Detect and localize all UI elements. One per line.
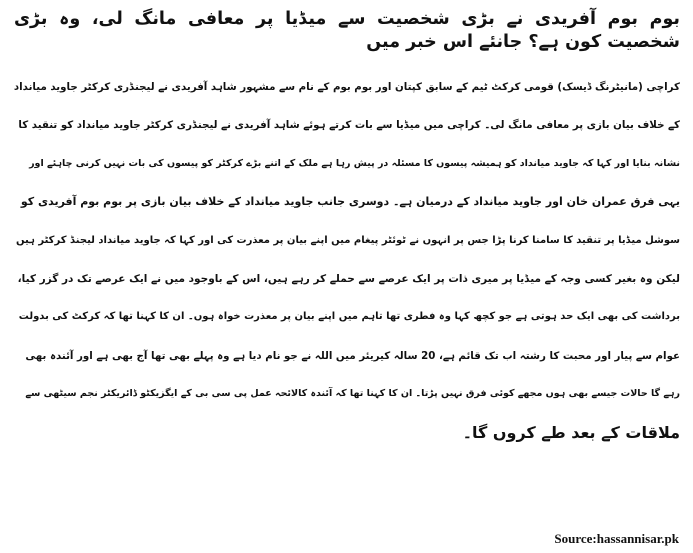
body-line: کراچی (مانیٹرنگ ڈیسک) قومی کرکٹ ٹیم کے سابق کپتان اور بوم بوم کے نام سے مشہور شاہد آفریدی نے لیجنڈری کرکٹر جاوید میانداد xyxy=(14,81,680,93)
body-line: عوام سے پیار اور محبت کا رشتہ اب تک قائم ہے، 20 سالہ کیریئر میں اللہ نے جو نام دیا ہے وہ پہلے بھی تھا آج بھی ہے اور آئندہ بھی xyxy=(25,349,680,362)
article-headline: بوم بوم آفریدی نے بڑی شخصیت سے میڈیا پر معافی مانگ لی، وہ بڑی شخصیت کون ہے؟ جانئے اس خبر میں xyxy=(14,9,680,52)
body-line: نشانہ بنایا اور کہا کہ جاوید میانداد کو ہمیشہ پیسوں کا مسئلہ در پیش رہا ہے ملک کے اتنے بڑے کرکٹر کو پیسوں کی بات نہیں کرنی چاہئے اور xyxy=(29,157,680,169)
source-credit: Source:hassannisar.pk xyxy=(554,531,679,546)
body-line: رہے گا حالات جیسے بھی ہوں مجھے کوئی فرق نہیں پڑتا۔ ان کا کہنا تھا کہ آئندہ کالائحہ عمل پی سی بی کے ایگزیکٹو ڈائریکٹر نجم سیٹھی سے xyxy=(25,388,680,400)
body-line: ملاقات کے بعد طے کروں گا۔ xyxy=(462,422,680,442)
body-line: کے خلاف بیان بازی پر معافی مانگ لی۔ کراچی میں میڈیا سے بات کرتے ہوئے شاہد آفریدی نے لیجنڈری کرکٹر جاوید میانداد کو تنقید کا xyxy=(18,119,680,132)
body-line: برداشت کی بھی ایک حد ہوتی ہے جو کچھ کہا وہ فطری تھا تاہم میں اپنے بیان پر معذرت خواہ ہوں۔ ان کا کہنا تھا کہ کرکٹ کی بدولت xyxy=(18,311,680,323)
news-article xyxy=(14,8,680,452)
body-line: سوشل میڈیا پر تنقید کا سامنا کرنا پڑا جس پر انہوں نے ٹوئٹر پیغام میں اپنے بیان پر معذرت کی اور کہا کہ جاوید میانداد لیجنڈ کرکٹر ہیں xyxy=(15,234,680,246)
body-line: یہی فرق عمران خان اور جاوید میانداد کے درمیان ہے۔ دوسری جانب جاوید میانداد کے خلاف بیان بازی پر بوم بوم آفریدی کو xyxy=(20,195,680,209)
article-body xyxy=(14,68,680,452)
body-line: لیکن وہ بغیر کسی وجہ کے میڈیا پر میری ذات پر ایک عرصے سے حملے کر رہے ہیں، اس کے باوجود میں نے ایک عرصے تک در گزر کیا، xyxy=(17,272,680,285)
